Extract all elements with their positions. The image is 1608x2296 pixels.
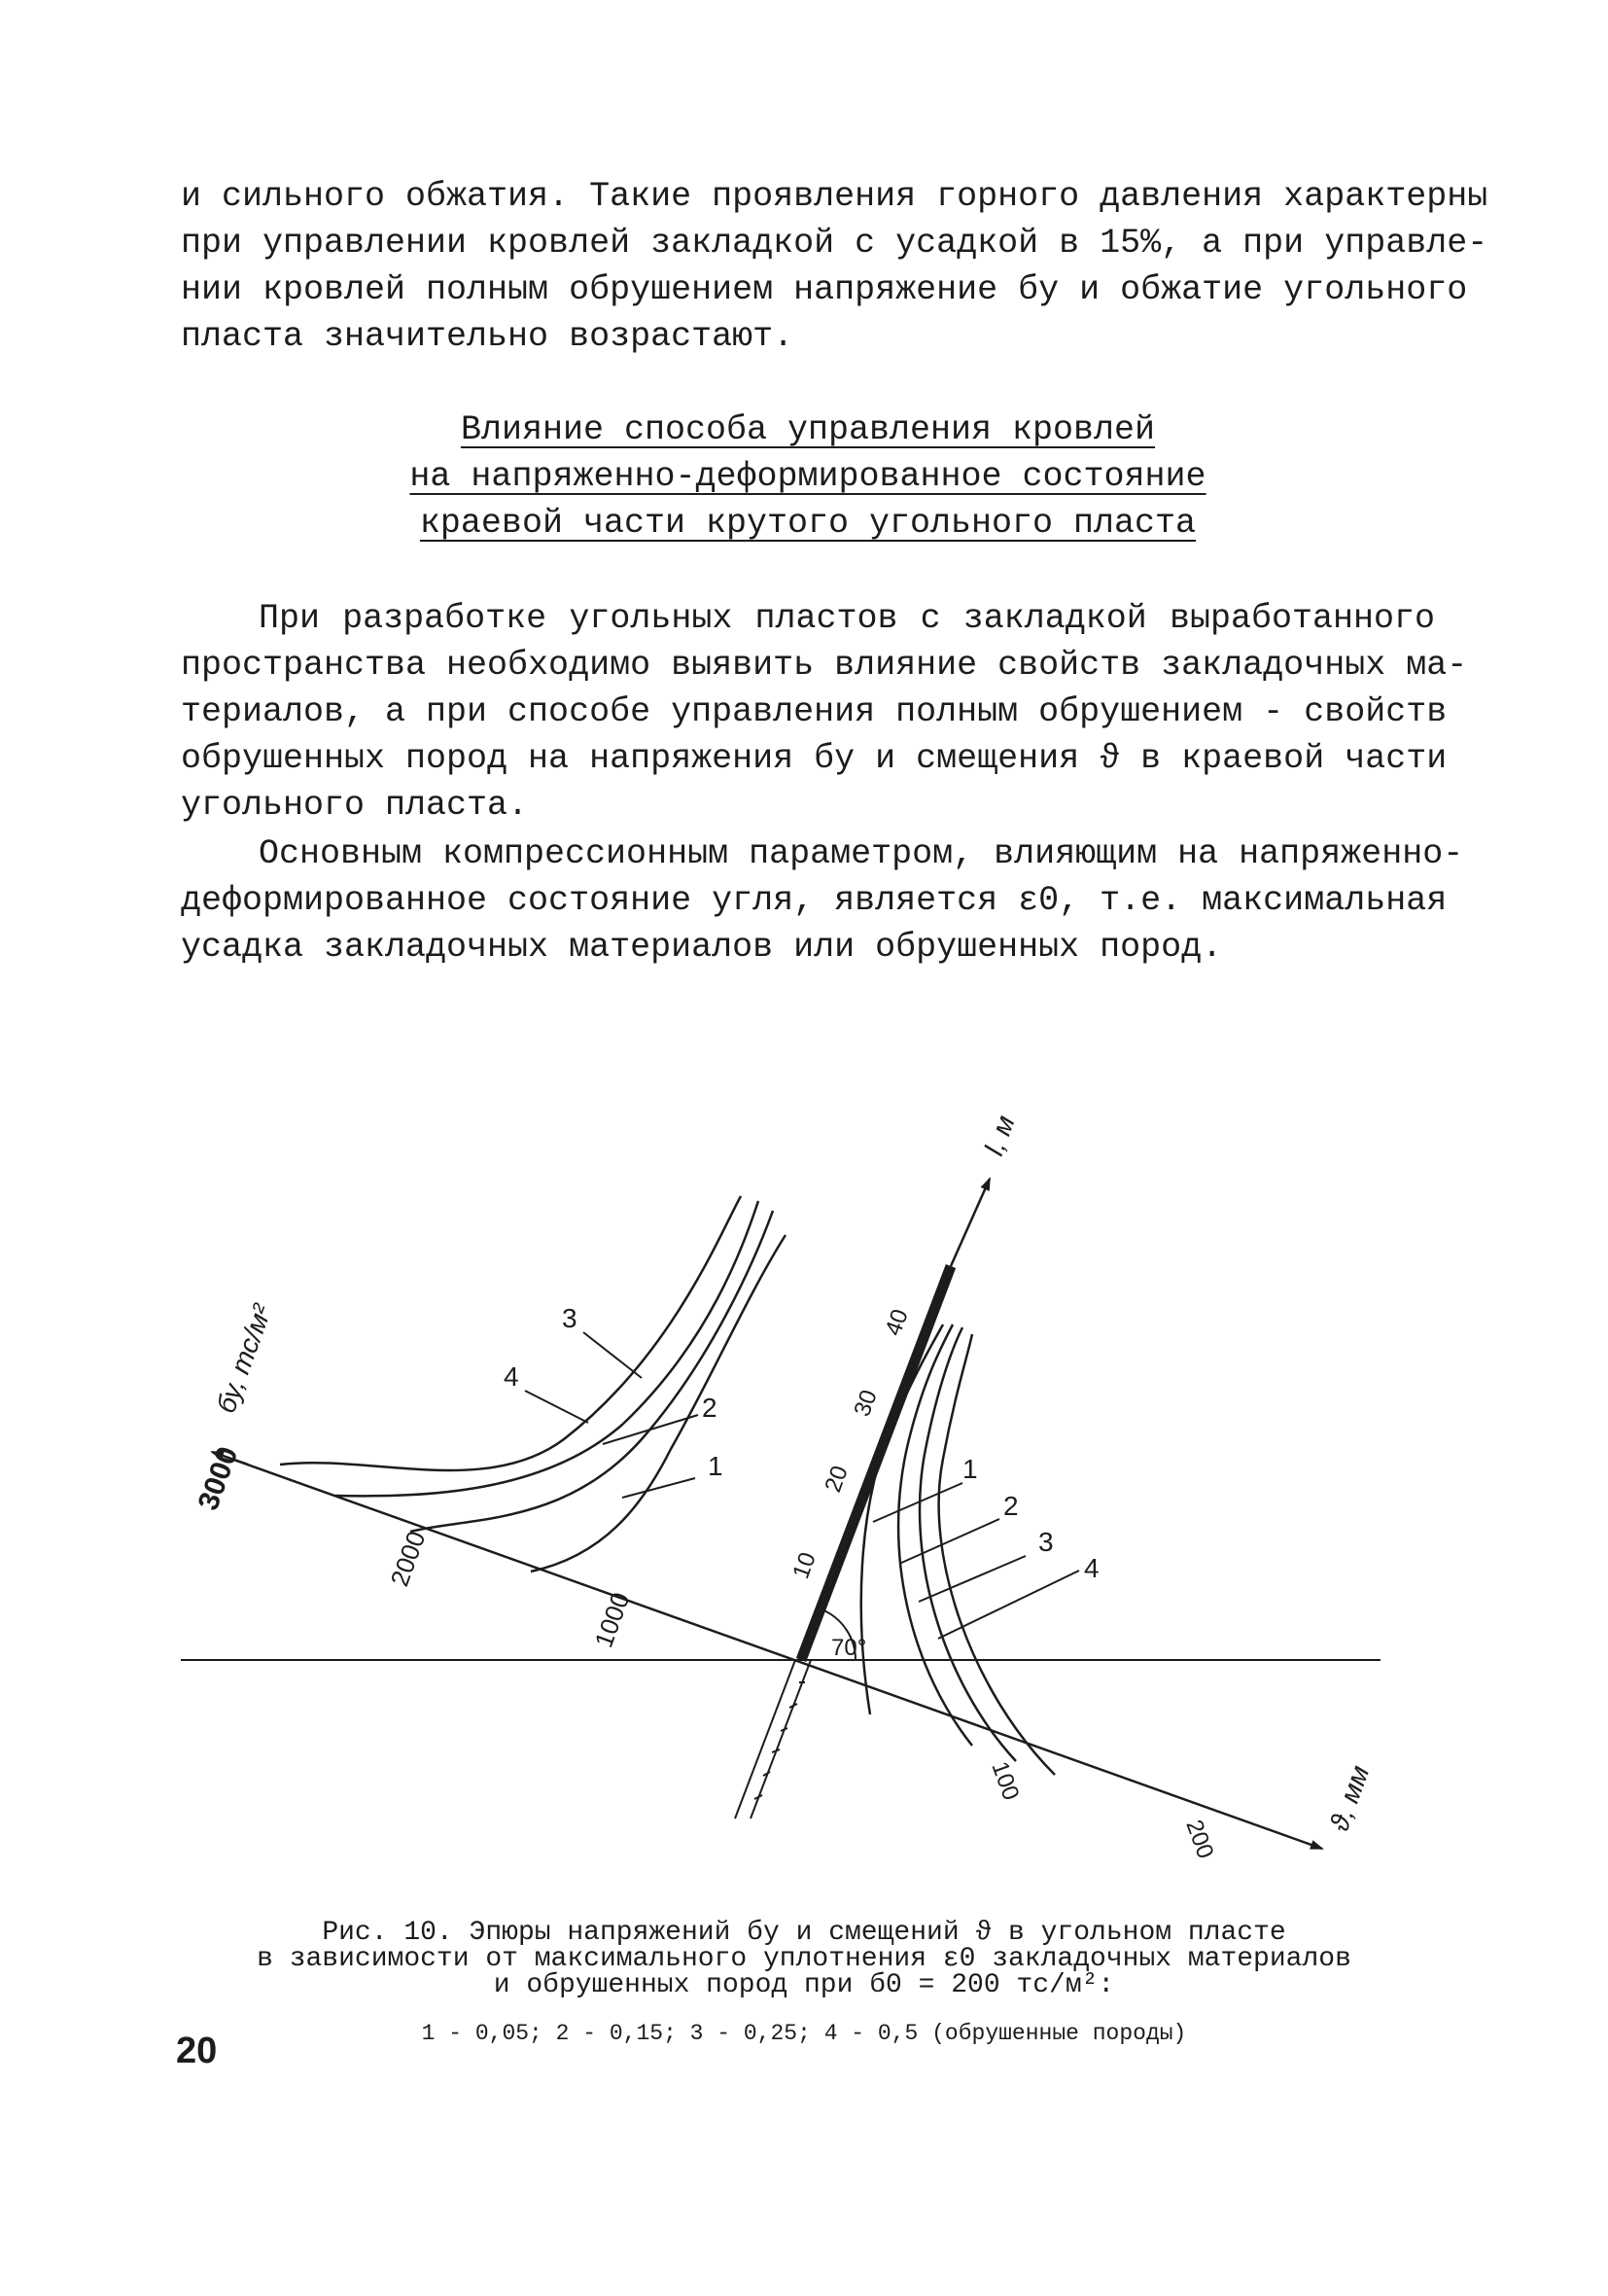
displacement-axis [226,1457,1322,1849]
text-line: пласта значительно возрастают. [181,317,794,356]
leader-line [873,1483,962,1522]
curve-label: 2 [702,1393,717,1423]
heading-line: краевой части крутого угольного пласта [419,504,1197,543]
length-axis-label: l, м [978,1111,1021,1160]
displacement-curve-3 [920,1327,1016,1761]
displacement-tick: 100 [986,1757,1025,1804]
text-line: При разработке угольных пластов с закладкой выработанного [259,599,1435,638]
text-line: обрушенных пород на напряжения бу и смещения ϑ в краевой части [181,739,1448,778]
paragraph-top [181,173,1488,360]
curve-label: 4 [1084,1553,1100,1583]
heading-line: на напряженно-деформированное состояние [409,457,1206,496]
stress-displacement-figure [0,1050,1608,1906]
backfill-edge [751,1660,811,1819]
stress-tick: 1000 [588,1588,636,1652]
text-line: пространства необходимо выявить влияние свойств закладочных ма- [181,646,1468,685]
curve-label: 4 [504,1361,519,1392]
text-line: нии кровлей полным обрушением напряжение бу и обжатие угольного [181,270,1468,309]
leader-line [583,1332,642,1378]
figure-caption [194,1920,1414,1998]
backfill-edge [735,1660,795,1819]
paragraph-2 [181,830,1464,971]
heading-line: Влияние способа управления кровлей [460,410,1156,449]
stress-curve-3 [335,1201,758,1496]
angle-label: 70° [831,1635,867,1661]
text-line: усадка закладочных материалов или обрушенных пород. [181,928,1223,967]
coal-seam-bar [801,1266,951,1660]
stress-tick: 3000 [192,1442,245,1515]
text-line: и сильного обжатия. Такие проявления горного давления характерны [181,177,1488,216]
leader-line [622,1478,695,1498]
section-heading [181,406,1435,547]
page-number: 20 [176,2031,218,2071]
caption-line: и обрушенных пород при б0 = 200 тс/м²: [493,1970,1115,2000]
curve-label: 2 [1003,1491,1019,1521]
leader-line [899,1519,999,1564]
length-tick: 40 [880,1305,914,1340]
curve-label: 1 [962,1454,978,1484]
curve-label: 3 [1038,1527,1054,1557]
length-tick: 10 [787,1548,821,1583]
text-line: Основным компрессионным параметром, влияющим на напряженно- [259,834,1464,873]
text-line: деформированное состояние угля, является ε0, т.е. максимальная [181,881,1448,920]
stress-tick: 2000 [384,1527,432,1591]
length-tick: 20 [820,1462,854,1497]
leader-line [525,1391,588,1423]
stress-curve-2 [410,1211,773,1532]
length-axis [951,1179,990,1266]
stress-curve-1 [531,1235,786,1572]
figure-legend: 1 - 0,05; 2 - 0,15; 3 - 0,25; 4 - 0,5 (обрушенные породы) [421,2021,1187,2046]
leader-line [919,1556,1026,1602]
caption-line: в зависимости от максимального уплотнения ε0 закладочных материалов [257,1944,1351,1974]
stress-curve-4 [280,1196,741,1470]
text-line: угольного пласта. [181,786,529,825]
text-line: териалов, а при способе управления полным обрушением - свойств [181,692,1448,731]
leader-line [938,1571,1079,1639]
caption-line: Рис. 10. Эпюры напряжений бу и смещений ϑ в угольном пласте [322,1918,1286,1948]
curve-label: 1 [708,1451,723,1481]
text-line: при управлении кровлей закладкой с усадкой в 15%, а при управле- [181,224,1488,263]
length-tick: 30 [849,1386,883,1421]
paragraph-1 [181,595,1468,829]
stress-axis-label: бу, тс/м² [210,1300,278,1418]
displacement-tick: 200 [1180,1816,1219,1862]
curve-label: 3 [562,1303,577,1333]
displacement-axis-label: ϑ, мм [1323,1761,1376,1836]
